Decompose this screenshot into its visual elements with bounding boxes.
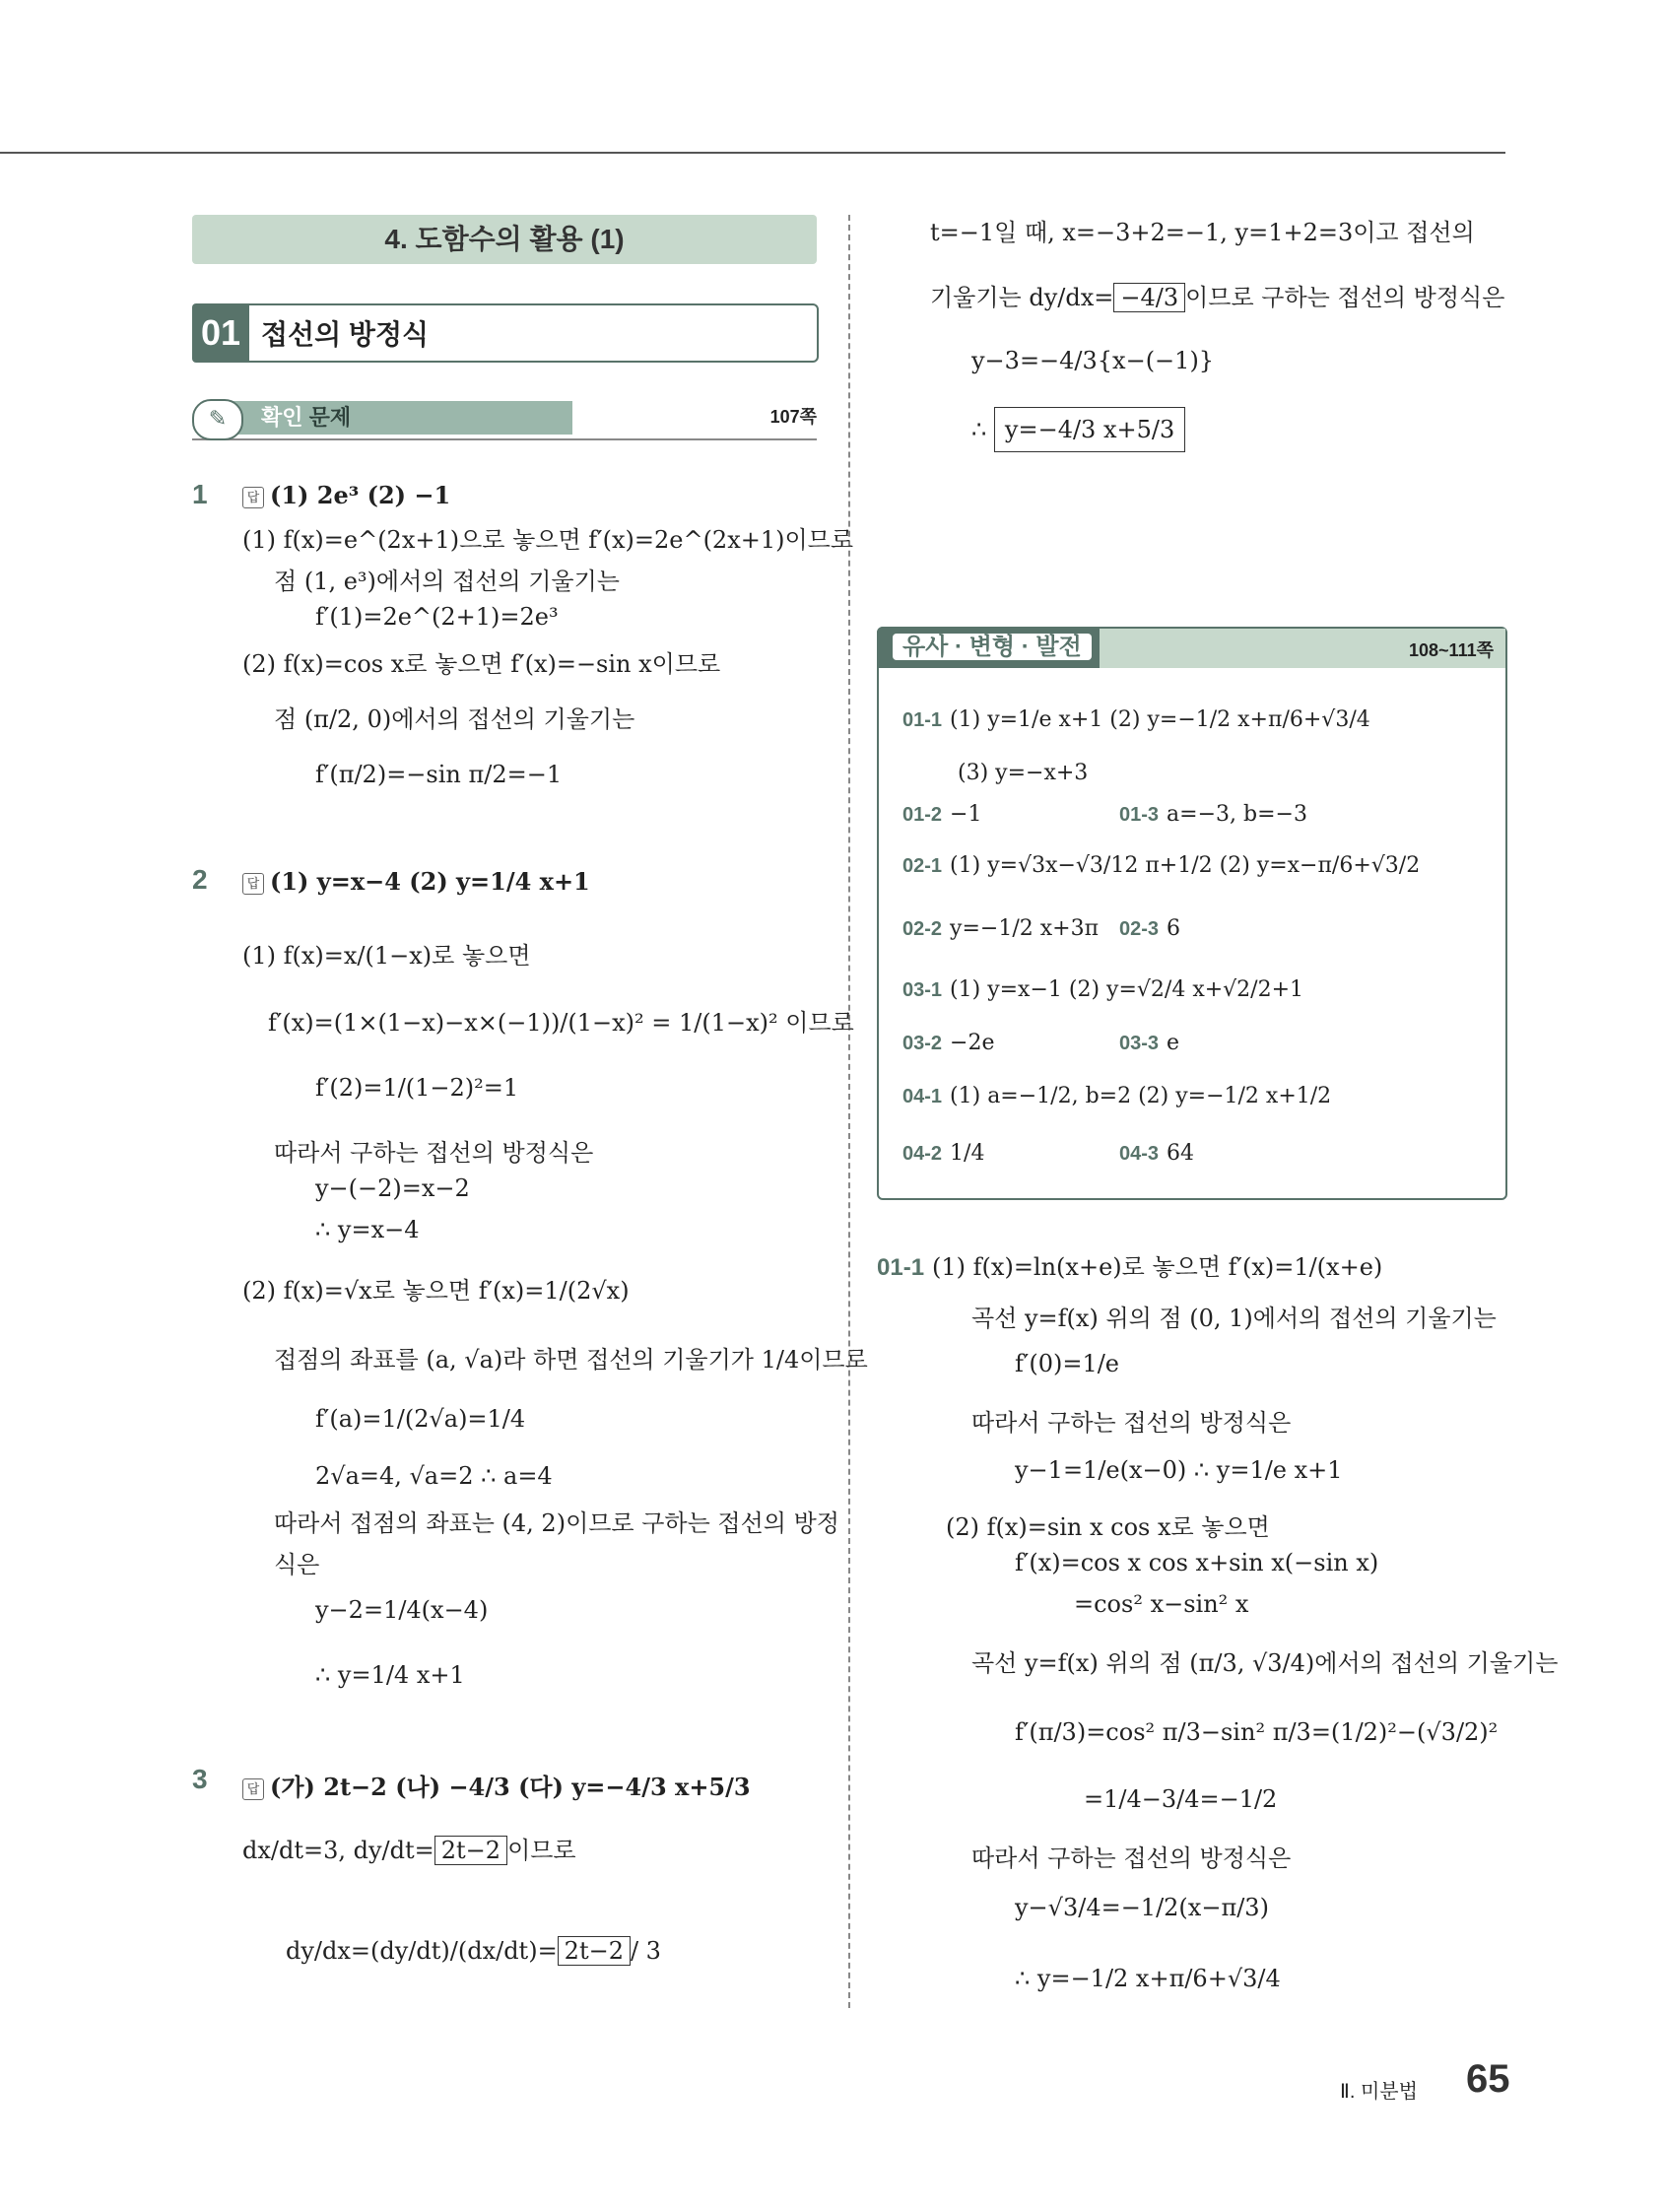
similar-tab [877,627,1100,668]
answer-value: (3) y=−x+3 [958,761,1089,785]
solution-line: y−3=−4/3{x−(−1)} [971,347,1215,374]
answer-text: (1) 2e³ (2) −1 [270,481,451,509]
solution-line: 점 (1, e³)에서의 접선의 기울기는 [274,568,620,595]
blank-box: y=−4/3 x+5/3 [994,407,1185,452]
solution-text: dx/dt=3, dy/dt= [242,1837,434,1864]
pencil-icon: ✎ [192,399,243,440]
answer-row [1119,1031,1179,1055]
solution-line: f′(x)=cos x cos x+sin x(−sin x) [1015,1549,1379,1576]
solution-line: 접점의 좌표를 (a, √a)라 하면 접선의 기울기가 1/4이므로 [274,1346,868,1374]
answer-value: −1 [950,802,982,827]
answer-row [902,761,1088,785]
solution-line: y−√3/4=−1/2(x−π/3) [1015,1894,1269,1921]
answer-row [902,977,1303,1002]
solution-line: ∴ y=1/4 x+1 [315,1661,465,1689]
answer-value: −2e [950,1031,995,1055]
solution-line: ∴ y=−1/2 x+π/6+√3/4 [1015,1965,1281,1992]
answer-id: 02-3 [1119,918,1160,940]
answer-id: 03-2 [902,1033,943,1054]
answer-mark: 답 [242,873,264,895]
solution-line: 식은 [274,1551,320,1578]
answer-row [902,916,1099,941]
answer-value: (1) y=x−1 (2) y=√2/4 x+√2/2+1 [950,977,1304,1002]
solution-line: f′(a)=1/(2√a)=1/4 [315,1405,526,1433]
blank-box: −4/3 [1113,283,1185,312]
solution-line [242,1831,576,1865]
solution-line: t=−1일 때, x=−3+2=−1, y=1+2=3이고 접선의 [930,219,1475,246]
solution-line: (2) f(x)=√x로 놓으면 f′(x)=1/(2√x) [242,1277,630,1305]
answer-mark: 답 [242,1778,264,1800]
solution-line: ∴ y=x−4 [315,1216,420,1243]
solution-line: y−(−2)=x−2 [315,1174,470,1202]
answer-text: (가) 2t−2 (나) −4/3 (다) y=−4/3 x+5/3 [270,1773,751,1801]
solution-line: 2√a=4, √a=2 ∴ a=4 [315,1462,553,1490]
answer-value: 6 [1167,916,1181,941]
answer-row [902,1031,994,1055]
solution-line: (1) f(x)=e^(2x+1)으로 놓으면 f′(x)=2e^(2x+1)이므로 [242,526,854,554]
answer-mark: 답 [242,487,264,508]
similar-tab-label: 유사 · 변형 · 발전 [893,634,1092,660]
solution-line: =1/4−3/4=−1/2 [1084,1785,1278,1813]
confirm-label [228,401,572,435]
answer-row [1119,802,1307,827]
solution-text: dy/dx=(dy/dt)/(dx/dt)= [286,1937,558,1965]
answer-id: 04-2 [902,1143,943,1165]
answer-value: 1/4 [950,1141,985,1166]
solution-text: 이므로 [507,1837,576,1864]
solution-line: y−2=1/4(x−4) [315,1596,489,1624]
page-reference: 108~111쪽 [1409,640,1494,660]
solution-line: 따라서 구하는 접선의 방정식은 [971,1844,1292,1872]
solution-line: 따라서 접점의 좌표는 (4, 2)이므로 구하는 접선의 방정 [274,1509,839,1537]
section-header [192,303,819,363]
solution-line: 곡선 y=f(x) 위의 점 (0, 1)에서의 접선의 기울기는 [971,1305,1497,1332]
header-rule [0,152,1505,154]
blank-box: 2t−2 [558,1936,631,1966]
section-title: 접선의 방정식 [261,319,430,350]
answer-id: 03-3 [1119,1033,1160,1054]
answer-value: (1) a=−1/2, b=2 (2) y=−1/2 x+1/2 [950,1084,1332,1108]
answer-id: 01-2 [902,804,943,826]
solution-line: y−1=1/e(x−0) ∴ y=1/e x+1 [1015,1456,1343,1484]
solution-line: f′(1)=2e^(2+1)=2e³ [315,603,559,631]
problem-number: 2 [192,864,208,895]
column-divider [848,215,850,2008]
answer-row [1119,1141,1194,1166]
solution-line: f′(π/2)=−sin π/2=−1 [315,761,563,788]
answer-text: (1) y=x−4 (2) y=1/4 x+1 [270,867,590,896]
answer-line [242,1768,751,1802]
solution-line: 따라서 구하는 접선의 방정식은 [274,1139,594,1167]
solution-line [877,1247,1382,1282]
solution-text: 이므로 구하는 접선의 방정식은 [1185,284,1505,311]
solution-line: 곡선 y=f(x) 위의 점 (π/3, √3/4)에서의 접선의 기울기는 [971,1649,1559,1677]
chapter-title: 4. 도함수의 활용 (1) [192,215,817,264]
answer-value: a=−3, b=−3 [1167,802,1307,827]
solution-line [286,1937,661,1965]
answer-id: 03-1 [902,979,943,1001]
confirm-problems-bar [192,399,817,440]
solution-line [971,416,1185,443]
problem-number: 1 [192,479,208,509]
answer-row [1119,916,1180,941]
solution-line: f′(2)=1/(1−2)²=1 [315,1074,519,1102]
solution-line: f′(x)=(1×(1−x)−x×(−1))/(1−x)² = 1/(1−x)² 이므로 [268,1009,854,1037]
answer-id: 02-1 [902,855,943,877]
answer-id: 01-1 [902,709,943,731]
solution-text: 기울기는 dy/dx= [930,284,1114,311]
answer-id: 01-3 [1119,804,1160,826]
answer-value: e [1167,1031,1180,1055]
solution-text: (1) f(x)=ln(x+e)로 놓으면 f′(x)=1/(x+e) [932,1253,1383,1281]
solution-line: (2) f(x)=sin x cos x로 놓으면 [946,1513,1270,1541]
page-number: 65 [1466,2057,1510,2101]
answer-value: 64 [1167,1141,1195,1166]
answer-value: (1) y=1/e x+1 (2) y=−1/2 x+π/6+√3/4 [950,707,1370,732]
confirm-label-a: 확인 [261,405,309,430]
solution-line: (2) f(x)=cos x로 놓으면 f′(x)=−sin x이므로 [242,650,721,678]
solution-line: (1) f(x)=x/(1−x)로 놓으면 [242,942,531,970]
answer-row [902,1084,1331,1108]
answer-value: (1) y=√3x−√3/12 π+1/2 (2) y=x−π/6+√3/2 [950,853,1421,878]
similar-problems-box [877,627,1507,1200]
solution-line: f′(π/3)=cos² π/3−sin² π/3=(1/2)²−(√3/2)² [1015,1718,1499,1746]
solution-id: 01-1 [877,1254,925,1281]
solution-line: f′(0)=1/e [1015,1350,1119,1377]
answer-id: 04-1 [902,1086,943,1107]
confirm-label-b: 문제 [308,405,352,430]
footer-chapter: Ⅱ. 미분법 [1340,2081,1418,2103]
answer-row [902,802,981,827]
answer-line [242,481,450,509]
answer-id: 04-3 [1119,1143,1160,1165]
page-reference: 107쪽 [769,407,817,427]
solution-line: 따라서 구하는 접선의 방정식은 [971,1409,1292,1437]
solution-text: ∴ [971,416,987,443]
solution-text: / 3 [630,1937,661,1965]
answer-row [902,1141,984,1166]
answer-id: 02-2 [902,918,943,940]
solution-line [930,278,1504,312]
answer-line [242,867,590,896]
section-number: 01 [192,303,249,363]
answer-value: y=−1/2 x+3π [950,916,1100,941]
problem-number: 3 [192,1764,208,1794]
solution-line: 점 (π/2, 0)에서의 접선의 기울기는 [274,705,635,733]
answer-row [902,853,1420,878]
solution-line: =cos² x−sin² x [1074,1590,1249,1618]
blank-box: 2t−2 [434,1836,507,1865]
answer-row [902,707,1370,732]
